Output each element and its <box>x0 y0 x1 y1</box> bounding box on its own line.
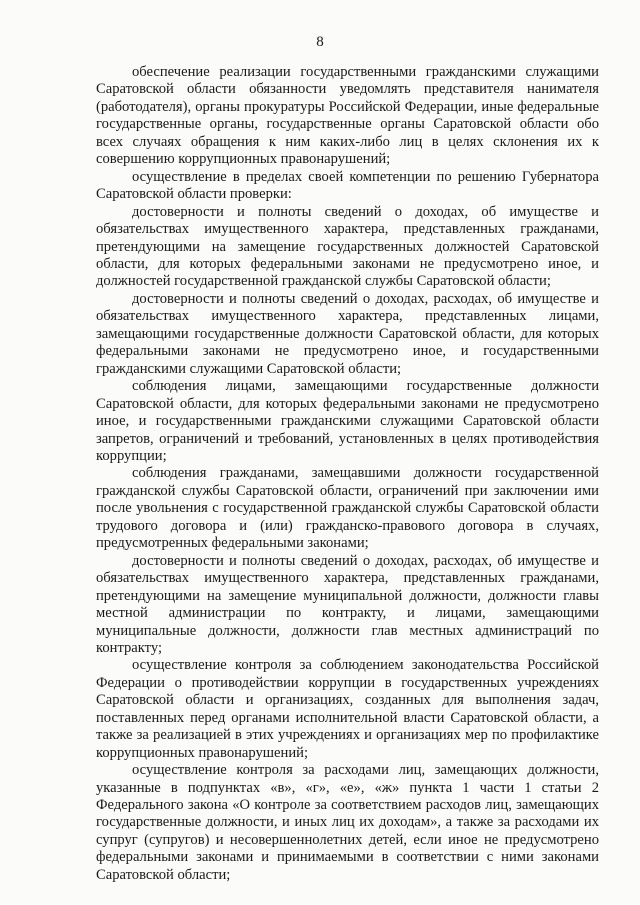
paragraph-1: обеспечение реализации государственными гражданскими служащими Саратовской области обязанности уведомлять представителя нанимателя (работодателя), органы прокуратуры Российской Федерации, иные федеральные государственные органы, государственные органы Саратовской области обо всех случаях обращения к ним каких-либо лиц в целях склонения их к совершению коррупционных правонарушений; <box>96 64 599 168</box>
page-number: 8 <box>316 34 324 50</box>
paragraph-6: соблюдения гражданами, замещавшими должности государственной гражданской службы Саратовской области, ограничений при заключении ими после увольнения с государственной гражданской службы Саратовской области трудового договора и (или) гражданско-правового договора в случаях, предусмотренных федеральными законами; <box>96 465 599 552</box>
paragraph-8: осуществление контроля за соблюдением законодательства Российской Федерации о противодействии коррупции в государственных учреждениях Саратовской области и организациях, созданных для выполнения задач, поставленных перед органами исполнительной власти Саратовской области, а также за реализацией в этих учреждениях и организациях мер по профилактике коррупционных правонарушений; <box>96 657 599 761</box>
paragraph-4: достоверности и полноты сведений о доходах, расходах, об имуществе и обязательствах имущественного характера, представленных лицами, замещающими государственные должности Саратовской области, для которых федеральными законами не предусмотрено иное, и государственными гражданскими служащими Саратовской области; <box>96 290 599 377</box>
paragraph-3: достоверности и полноты сведений о доходах, об имуществе и обязательствах имущественного характера, представленных гражданами, претендующими на замещение государственных должностей Саратовской области, для которых федеральными законами не предусмотрено иное, и должностей государственной гражданской службы Саратовской области; <box>96 203 599 290</box>
paragraph-7: достоверности и полноты сведений о доходах, расходах, об имуществе и обязательствах имущественного характера, представленных гражданами, претендующими на замещение муниципальной должности, должности главы местной администрации по контракту, и лицами, замещающими муниципальные должности, должности глав местных администраций по контракту; <box>96 552 599 656</box>
paragraph-5: соблюдения лицами, замещающими государственные должности Саратовской области, для которых федеральными законами не предусмотрено иное, и государственными гражданскими служащими Саратовской области запретов, ограничений и требований, установленных в целях противодействия коррупции; <box>96 378 599 464</box>
paragraph-9: осуществление контроля за расходами лиц, замещающих должности, указанные в подпунктах «в», «г», «е», «ж» пункта 1 части 1 статьи 2 Федерального закона «О контроле за соответствием расходов лиц, замещающих государственные должности, и иных лиц их доходам», а также за расходами их супруг (супругов) и несовершеннолетних детей, если иное не предусмотрено федеральными законами и принимаемыми в соответствии с ними законами Саратовской области; <box>96 762 599 883</box>
paragraph-2: осуществление в пределах своей компетенции по решению Губернатора Саратовской области проверки: <box>96 168 599 203</box>
document-body <box>96 64 599 884</box>
